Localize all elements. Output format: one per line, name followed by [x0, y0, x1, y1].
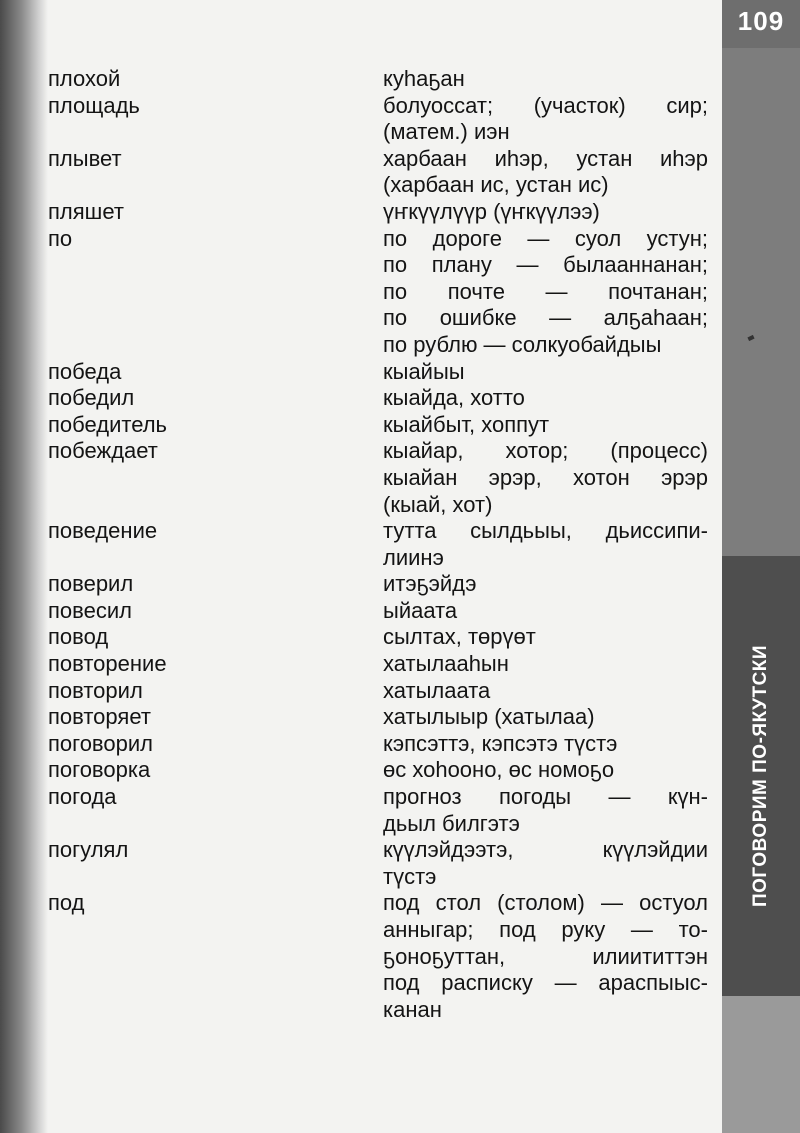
- entry-translation: [383, 651, 708, 678]
- translation-line: хатылааhын: [383, 651, 509, 677]
- translation-line: болуоссат; (участок) сир;: [383, 92, 708, 118]
- entry-term: победил: [48, 385, 135, 411]
- translation-line: под стол (столом) — остуол: [383, 890, 708, 916]
- translation-line: кэпсэттэ, кэпсэтэ түстэ: [383, 730, 618, 756]
- entry-term: повесил: [48, 597, 132, 623]
- entry-translation: [383, 518, 708, 571]
- translation-line: кыайбыт, хоппут: [383, 411, 550, 437]
- dictionary-entry: [48, 385, 718, 412]
- translation-line: куhаҕан: [383, 66, 465, 91]
- entry-term: повторяет: [48, 704, 151, 730]
- entry-term: поведение: [48, 518, 158, 544]
- dictionary-entry: [48, 412, 718, 439]
- translation-line: үҥкүүлүүр (үҥкүүлээ): [383, 198, 600, 224]
- entry-term: по: [48, 225, 73, 251]
- entry-term: плохой: [48, 66, 121, 91]
- dictionary-entry: [48, 890, 718, 1023]
- translation-line: прогноз погоды — күн-: [383, 784, 708, 810]
- thumb-index-tab: [722, 0, 800, 1133]
- entry-translation: [383, 678, 708, 705]
- translation-line: анныгар; под руку — то-: [383, 917, 708, 942]
- dictionary-entry: [48, 226, 718, 359]
- entry-translation: [383, 438, 708, 518]
- dictionary-entry: [48, 784, 718, 837]
- entry-term: повторение: [48, 651, 167, 677]
- translation-line: ыйаата: [383, 597, 458, 623]
- entry-translation: [383, 359, 708, 386]
- translation-line: дьыл билгэтэ: [383, 810, 520, 836]
- translation-line: под расписку — араспыыс-: [383, 970, 708, 996]
- dictionary-entry: [48, 837, 718, 890]
- dictionary-entry: [48, 438, 718, 518]
- translation-line: күүлэйдээтэ, күүлэйдии: [383, 837, 708, 863]
- dictionary-entry: [48, 199, 718, 226]
- dictionary-entry: [48, 93, 718, 146]
- translation-line: өс хоhооно, өс номоҕо: [383, 757, 615, 783]
- dictionary-entry: [48, 146, 718, 199]
- dictionary-entry: [48, 651, 718, 678]
- page-binding-shadow: [0, 0, 48, 1133]
- entry-translation: [383, 199, 708, 226]
- translation-line: кыайда, хотто: [383, 385, 525, 411]
- entry-term: погулял: [48, 837, 129, 863]
- entry-translation: [383, 757, 708, 784]
- translation-line: кыайыы: [383, 358, 465, 384]
- entry-term: побеждает: [48, 438, 158, 464]
- dictionary-entries: [48, 66, 718, 1023]
- entry-translation: [383, 731, 708, 758]
- entry-translation: [383, 624, 708, 651]
- dictionary-entry: [48, 359, 718, 386]
- entry-translation: [383, 837, 708, 890]
- translation-line: хатылыыр (хатылаа): [383, 704, 595, 730]
- translation-line: итэҕэйдэ: [383, 571, 477, 597]
- translation-line: ҕоноҕуттан, илиититтэн: [383, 943, 708, 969]
- entry-term: площадь: [48, 92, 140, 118]
- translation-line: кыайар, хотор; (процесс): [383, 438, 708, 464]
- entry-translation: [383, 226, 708, 359]
- entry-term: погода: [48, 784, 117, 810]
- entry-translation: [383, 385, 708, 412]
- translation-line: хатылаата: [383, 677, 491, 703]
- entry-term: повод: [48, 624, 109, 650]
- translation-line: лиинэ: [383, 544, 444, 570]
- translation-line: по дороге — суол устун;: [383, 225, 708, 251]
- entry-translation: [383, 571, 708, 598]
- entry-term: поверил: [48, 571, 134, 597]
- dictionary-entry: [48, 757, 718, 784]
- dictionary-entry: [48, 66, 718, 93]
- translation-line: канан: [383, 996, 442, 1022]
- entry-term: пляшет: [48, 198, 124, 224]
- entry-translation: [383, 784, 708, 837]
- entry-translation: [383, 146, 708, 199]
- entry-term: победа: [48, 358, 122, 384]
- translation-line: харбаан иhэр, устан иhэр: [383, 145, 708, 171]
- entry-term: победитель: [48, 411, 168, 437]
- entry-term: поговорил: [48, 730, 153, 756]
- translation-line: по почте — почтанан;: [383, 278, 708, 304]
- entry-term: поговорка: [48, 757, 151, 783]
- entry-translation: [383, 66, 708, 93]
- entry-translation: [383, 93, 708, 146]
- entry-translation: [383, 412, 708, 439]
- dictionary-entry: [48, 598, 718, 625]
- translation-line: сылтах, төрүөт: [383, 624, 536, 650]
- page-number: 109: [737, 6, 785, 36]
- dictionary-entry: [48, 678, 718, 705]
- entry-translation: [383, 890, 708, 1023]
- entry-translation: [383, 704, 708, 731]
- dictionary-entry: [48, 571, 718, 598]
- dictionary-entry: [48, 624, 718, 651]
- translation-line: түстэ: [383, 863, 437, 889]
- translation-line: (матем.) иэн: [383, 119, 510, 145]
- dictionary-entry: [48, 704, 718, 731]
- dictionary-entry: [48, 731, 718, 758]
- entry-term: плывет: [48, 145, 122, 171]
- tab-bottom: [722, 996, 800, 1133]
- dictionary-entry: [48, 518, 718, 571]
- translation-line: по плану — былааннанан;: [383, 252, 708, 278]
- entry-term: повторил: [48, 677, 143, 703]
- page-number-box: [722, 0, 800, 48]
- translation-line: тутта сылдьыы, дьиссипи-: [383, 518, 708, 544]
- translation-line: по рублю — солкуобайдыы: [383, 331, 662, 357]
- translation-line: по ошибке — алҕаhаан;: [383, 305, 708, 331]
- translation-line: кыайан эрэр, хотон эрэр: [383, 464, 708, 490]
- translation-line: (кыай, хот): [383, 491, 493, 517]
- section-title: ПОГОВОРИМ ПО-ЯКУТСКИ: [750, 644, 771, 908]
- entry-translation: [383, 598, 708, 625]
- translation-line: (харбаан ис, устан ис): [383, 172, 609, 198]
- entry-term: под: [48, 890, 85, 916]
